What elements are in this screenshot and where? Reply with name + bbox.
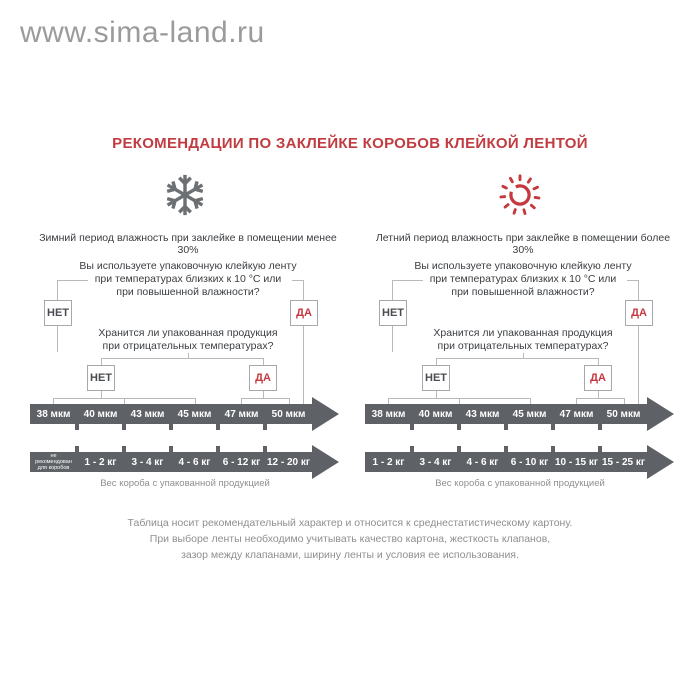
- sun-icon: [497, 172, 543, 218]
- question-1: Вы используете упаковочную клейкую ленту при температурах близких к 10 °C или при повышенной влажности?: [79, 260, 297, 298]
- bracket-line: [241, 398, 242, 404]
- weight-segment: 12 - 20 кг: [266, 456, 311, 468]
- no-box-level1: НЕТ: [379, 300, 407, 326]
- question-1: Вы используете упаковочную клейкую ленту при температурах близких к 10 °C или при повышенной влажности?: [414, 260, 632, 298]
- summer-panel: [365, 170, 681, 520]
- question-2: Хранится ли упакованная продукция при отрицательных температурах?: [433, 327, 613, 352]
- connector-line: [101, 358, 102, 365]
- weight-segment: 6 - 10 кг: [510, 456, 549, 468]
- weight-segment: 6 - 12 кг: [222, 456, 261, 468]
- arrow-head: [312, 445, 339, 479]
- thickness-segment: 45 мкм: [177, 408, 212, 420]
- site-logo: www.sima-land.ru: [20, 16, 265, 49]
- weight-segment: 3 - 4 кг: [131, 456, 164, 468]
- thickness-segment: 40 мкм: [418, 408, 453, 420]
- bracket-line: [576, 398, 577, 404]
- connector-line: [598, 358, 599, 365]
- yes-box-level1: ДА: [625, 300, 653, 326]
- thickness-segment: 40 мкм: [83, 408, 118, 420]
- box-weight-scale: [365, 452, 681, 472]
- no-box-level1: НЕТ: [44, 300, 72, 326]
- box-weight-scale: [30, 452, 346, 472]
- connector-line: [598, 391, 599, 398]
- bracket-line: [195, 398, 196, 404]
- thickness-segment: 50 мкм: [271, 408, 306, 420]
- arrow-head: [647, 445, 674, 479]
- connector-line: [101, 358, 264, 359]
- connector-line: [392, 280, 423, 281]
- thickness-segment: 43 мкм: [130, 408, 165, 420]
- weight-segment: 10 - 15 кг: [554, 456, 599, 468]
- thickness-segment: 38 мкм: [36, 408, 71, 420]
- connector-line: [436, 358, 437, 365]
- snowflake-icon: [162, 172, 208, 218]
- connector-line: [263, 358, 264, 365]
- connector-line: [263, 391, 264, 398]
- thickness-segment: 47 мкм: [559, 408, 594, 420]
- thickness-segment: 47 мкм: [224, 408, 259, 420]
- bracket-line: [289, 398, 290, 404]
- summer-subtitle: Летний период влажность при заклейке в помещении более 30%: [375, 232, 671, 256]
- question-2: Хранится ли упакованная продукция при отрицательных температурах?: [98, 327, 278, 352]
- thickness-segment: 43 мкм: [465, 408, 500, 420]
- bracket-line: [624, 398, 625, 404]
- winter-subtitle: Зимний период влажность при заклейке в помещении менее 30%: [39, 232, 337, 256]
- thickness-segment: 45 мкм: [512, 408, 547, 420]
- weight-segment: не рекомендован для коробов: [35, 453, 72, 471]
- disclaimer-text: Таблица носит рекомендательный характер и относится к среднестатистическому картону. При выборе ленты необходимо учитывать качество картона, жесткость клапанов, зазор между клапанами, ширину ленты и условия ее использования.: [127, 517, 573, 561]
- page-title: РЕКОМЕНДАЦИИ ПО ЗАКЛЕЙКЕ КОРОБОВ КЛЕЙКОЙ ЛЕНТОЙ: [112, 135, 588, 152]
- bracket-line: [388, 398, 389, 404]
- arrow-head: [312, 397, 339, 431]
- weight-segment: 15 - 25 кг: [601, 456, 646, 468]
- yes-box-level2: ДА: [249, 365, 277, 391]
- bracket-line: [53, 398, 54, 404]
- no-box-level2: НЕТ: [87, 365, 115, 391]
- connector-line: [303, 280, 304, 404]
- weight-segment: 3 - 4 кг: [419, 456, 452, 468]
- weight-segment: 1 - 2 кг: [372, 456, 405, 468]
- bracket-line: [576, 398, 624, 399]
- weight-scale-caption: Вес короба с упакованной продукцией: [435, 478, 605, 489]
- winter-panel: [30, 170, 346, 520]
- arrow-head: [647, 397, 674, 431]
- tape-thickness-scale: [30, 404, 346, 424]
- thickness-segment: 50 мкм: [606, 408, 641, 420]
- bracket-line: [530, 398, 531, 404]
- connector-line: [57, 280, 88, 281]
- weight-scale-caption: Вес короба с упакованной продукцией: [100, 478, 270, 489]
- weight-segment: 4 - 6 кг: [466, 456, 499, 468]
- bracket-line: [124, 398, 125, 404]
- bracket-line: [459, 398, 460, 404]
- yes-box-level2: ДА: [584, 365, 612, 391]
- connector-line: [101, 391, 102, 398]
- yes-box-level1: ДА: [290, 300, 318, 326]
- bracket-line: [241, 398, 289, 399]
- connector-line: [436, 358, 599, 359]
- weight-segment: 4 - 6 кг: [178, 456, 211, 468]
- tape-thickness-scale: [365, 404, 681, 424]
- no-box-level2: НЕТ: [422, 365, 450, 391]
- connector-line: [436, 391, 437, 398]
- weight-segment: 1 - 2 кг: [84, 456, 117, 468]
- thickness-segment: 38 мкм: [371, 408, 406, 420]
- connector-line: [638, 280, 639, 404]
